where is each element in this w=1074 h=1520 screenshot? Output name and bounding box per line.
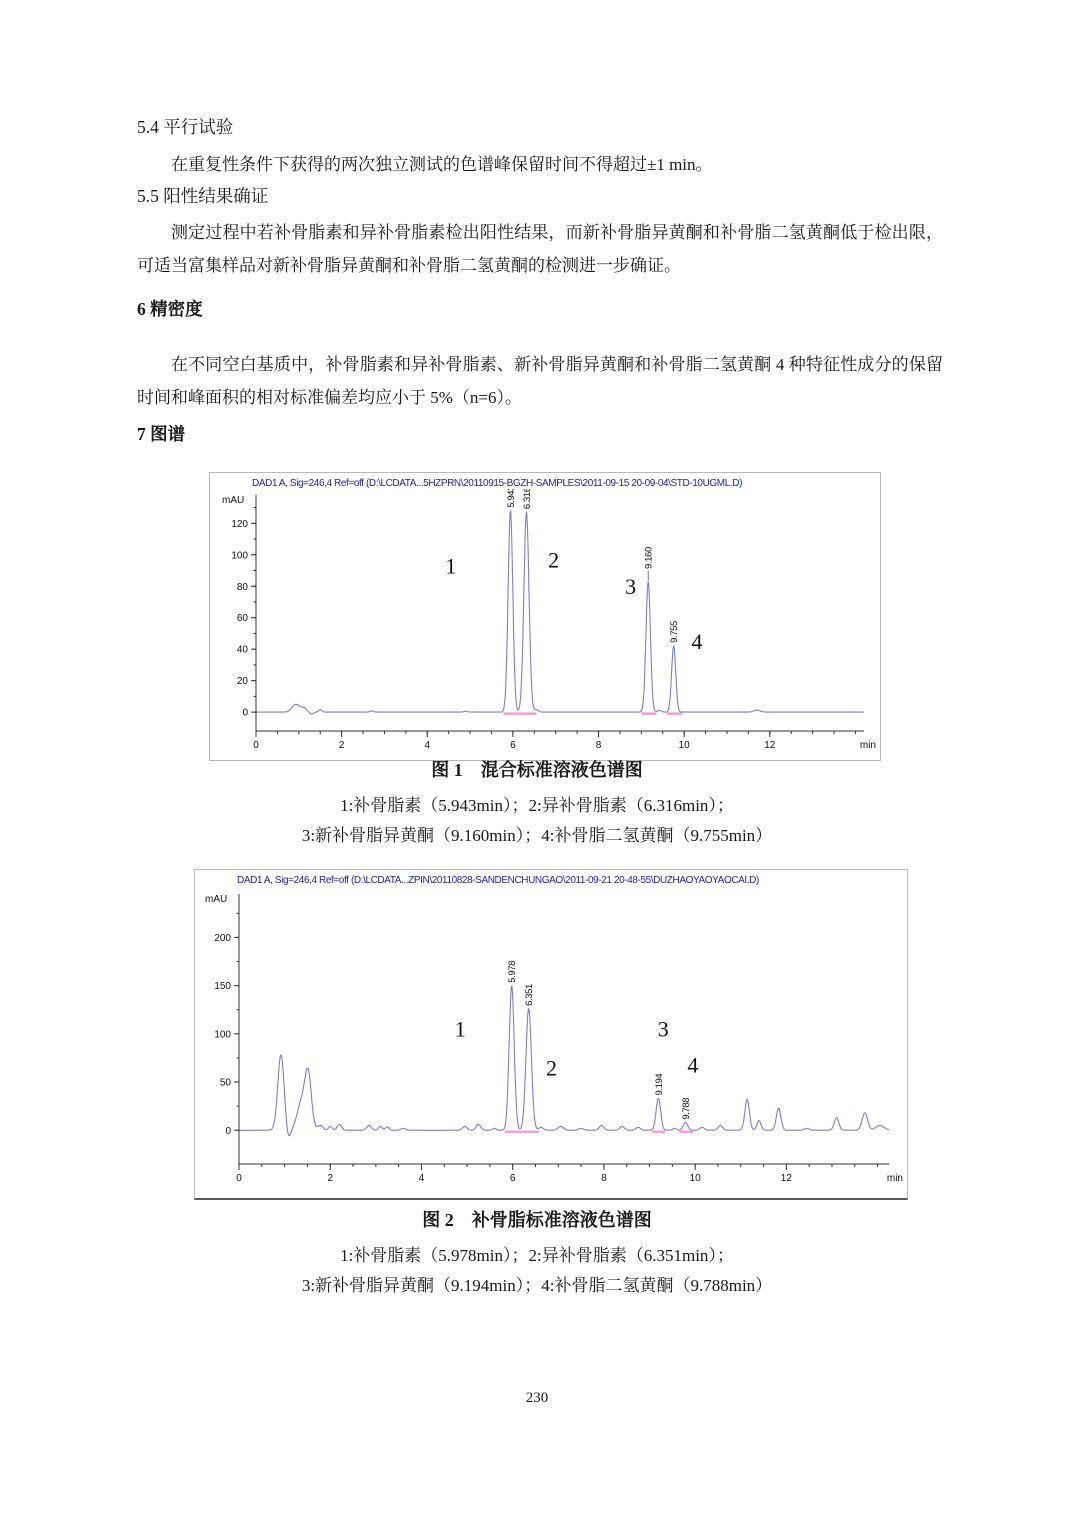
svg-text:2: 2 — [545, 1055, 557, 1081]
svg-text:200: 200 — [214, 932, 231, 944]
svg-text:9.160: 9.160 — [643, 547, 655, 569]
svg-text:50: 50 — [219, 1077, 231, 1089]
page-number: 230 — [525, 1390, 549, 1406]
svg-text:3: 3 — [657, 1016, 669, 1042]
svg-text:min: min — [886, 1173, 903, 1184]
svg-text:150: 150 — [214, 981, 231, 993]
svg-text:20: 20 — [236, 676, 248, 688]
svg-text:0: 0 — [225, 1125, 231, 1137]
svg-text:1: 1 — [445, 553, 457, 579]
figure-1-instrument-header: DAD1 A, Sig=246,4 Ref=off (D:\LCDATA...5HZPRN\20110915-BGZH-SAMPLES\2011-09-15 20-09-04\STD-10UGML.D) — [252, 478, 743, 489]
figure-2-caption — [0, 1206, 1074, 1296]
figure-1-caption-line3: 3:新补骨脂异黄酮（9.160min）；4:补骨脂二氢黄酮（9.755min） — [301, 826, 773, 845]
section-5-5-paragraph: 测定过程中若补骨脂素和异补骨脂素检出阳性结果，而新补骨脂异黄酮和补骨脂二氢黄酮低于检出限，可适当富集样品对新补骨脂异黄酮和补骨脂二氢黄酮的检测进一步确证。 — [137, 223, 943, 275]
svg-text:0: 0 — [242, 707, 248, 719]
figure-1-caption — [0, 756, 1074, 846]
svg-text:80: 80 — [236, 581, 248, 593]
svg-text:6: 6 — [510, 740, 516, 751]
svg-text:60: 60 — [236, 613, 248, 625]
svg-text:10: 10 — [689, 1173, 701, 1184]
svg-text:8: 8 — [595, 740, 602, 751]
svg-text:10: 10 — [678, 740, 690, 751]
svg-text:0: 0 — [253, 740, 259, 751]
svg-text:6: 6 — [509, 1173, 516, 1184]
svg-text:120: 120 — [231, 518, 248, 530]
section-5-4-heading: 5.4 平行试验 — [137, 117, 234, 137]
svg-text:0: 0 — [236, 1173, 242, 1184]
figure-2-chromatogram — [195, 886, 905, 1194]
figure-2-caption-line3: 3:新补骨脂异黄酮（9.194min）；4:补骨脂二氢黄酮（9.788min） — [301, 1276, 773, 1295]
section-5-5-heading: 5.5 阳性结果确证 — [137, 186, 269, 206]
figure-1-caption-line2: 1:补骨脂素（5.943min）；2:异补骨脂素（6.316min）； — [340, 796, 734, 815]
figure-1-chromatogram — [210, 489, 878, 757]
section-5-4-paragraph: 在重复性条件下获得的两次独立测试的色谱峰保留时间不得超过±1 min。 — [171, 155, 713, 174]
section-7-heading: 7 图谱 — [137, 424, 186, 444]
svg-text:2: 2 — [548, 547, 560, 573]
svg-text:min: min — [859, 740, 876, 751]
figure-2-caption-line2: 1:补骨脂素（5.978min）；2:异补骨脂素（6.351min）； — [340, 1246, 734, 1265]
section-6-paragraph: 在不同空白基质中，补骨脂素和异补骨脂素、新补骨脂异黄酮和补骨脂二氢黄酮 4 种特征性成分的保留时间和峰面积的相对标准偏差均应小于 5%（n=6）。 — [137, 355, 943, 407]
svg-text:6.351: 6.351 — [524, 984, 536, 1006]
svg-text:mAU: mAU — [222, 495, 245, 506]
svg-text:9.788: 9.788 — [680, 1097, 692, 1120]
svg-text:4: 4 — [687, 1052, 699, 1078]
svg-text:5.943: 5.943 — [505, 489, 517, 508]
figure-1 — [209, 472, 881, 761]
svg-text:8: 8 — [601, 1173, 607, 1184]
svg-text:1: 1 — [454, 1016, 466, 1042]
svg-text:12: 12 — [780, 1173, 792, 1184]
section-6-heading: 6 精密度 — [137, 299, 203, 319]
svg-text:4: 4 — [418, 1173, 425, 1184]
svg-text:6.316: 6.316 — [521, 489, 533, 510]
figure-1-caption-title: 图 1 混合标准溶液色谱图 — [431, 760, 643, 780]
svg-text:9.755: 9.755 — [669, 621, 681, 643]
svg-text:2: 2 — [338, 740, 345, 751]
figure-2-caption-title: 图 2 补骨脂标准溶液色谱图 — [422, 1210, 652, 1230]
svg-text:4: 4 — [424, 740, 431, 751]
svg-text:3: 3 — [625, 574, 637, 600]
svg-text:4: 4 — [691, 629, 703, 655]
figure-2-instrument-header: DAD1 A, Sig=246,4 Ref=off (D:\LCDATA...ZPIN\20110828-SANDENCHUNGAO\2011-09-21 20-48-55\DUZHAOYAOYAOCAI.D) — [237, 875, 759, 886]
svg-text:40: 40 — [236, 644, 248, 656]
svg-text:9.194: 9.194 — [653, 1073, 665, 1096]
figure-2 — [194, 869, 908, 1200]
svg-text:100: 100 — [214, 1029, 231, 1041]
svg-text:2: 2 — [327, 1173, 334, 1184]
svg-text:5.978: 5.978 — [507, 960, 519, 983]
svg-text:12: 12 — [764, 740, 776, 751]
svg-text:mAU: mAU — [205, 894, 228, 905]
svg-text:100: 100 — [231, 550, 248, 562]
